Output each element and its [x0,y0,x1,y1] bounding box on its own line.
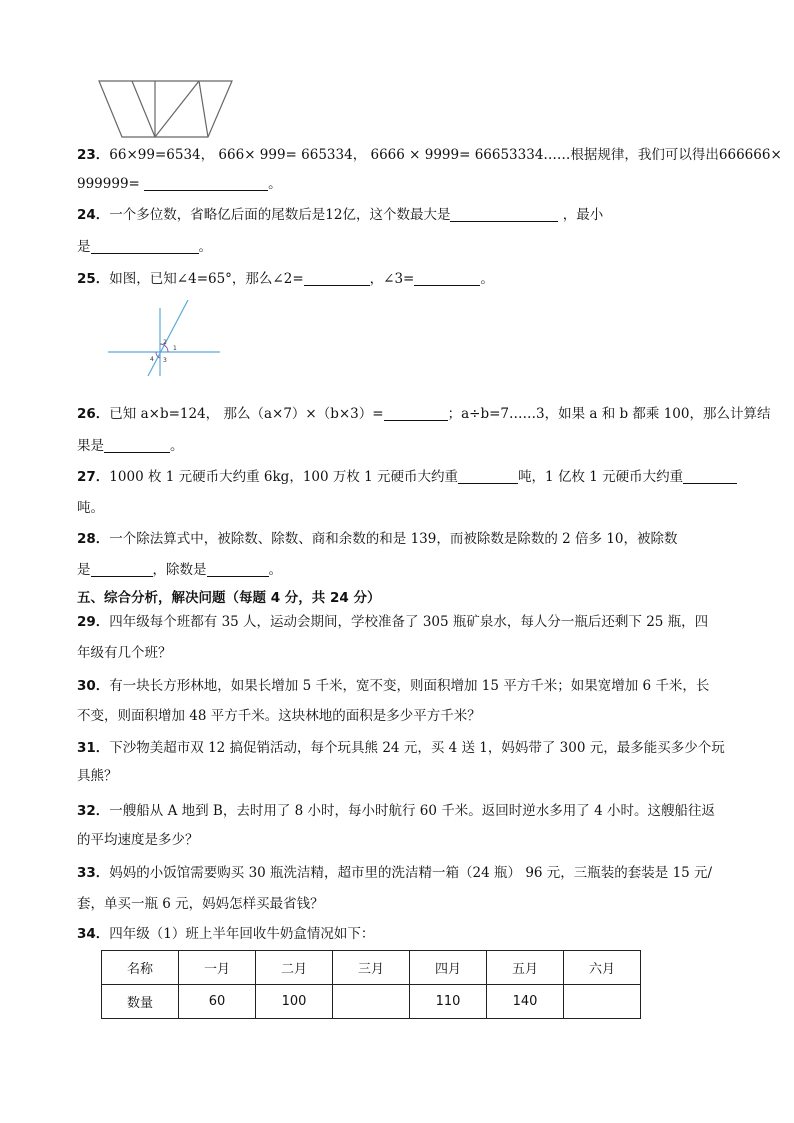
table-header-cell: 一月 [179,951,256,985]
question-28-line-2: 是 ，除数是 。 [77,562,282,578]
question-32-line-1: 32．一艘船从 A 地到 B，去时用了 8 小时，每小时航行 60 千米。返回时逆水多用了 4 小时。这艘船往返 [77,803,715,819]
question-30-line-2: 不变，则面积增加 48 平方千米。这块林地的面积是多少平方千米？ [77,708,481,724]
table-header-cell: 五月 [487,951,564,985]
question-30-line-1: 30．有一块长方形林地，如果长增加 5 千米，宽不变，则面积增加 15 平方千米；如果宽增加 6 千米，长 [77,678,710,694]
question-32-line-2: 的平均速度是多少？ [77,832,199,848]
table-row [102,985,641,1019]
question-26-line-1: 26．已知 a×b=124， 那么（a×7）×（b×3）= ；a÷b=7……3，如果 a 和 b 都乘 100，那么计算结 [77,406,771,422]
answer-blank-angle-2[interactable] [304,271,370,286]
question-23-line-2: 999999= 。 [77,176,282,192]
question-24-line-1: 24．一个多位数，省略亿后面的尾数后是12亿，这个数最大是 ，最小 [77,207,604,223]
answer-blank-angle-3[interactable] [414,271,480,286]
question-31-line-2: 具熊？ [77,768,118,784]
angle-label-1: 1 [173,345,177,352]
question-28-line-1: 28．一个除法算式中，被除数、除数、商和余数的和是 139，而被除数是除数的 2 倍多 10，被除数 [77,531,678,547]
question-29-line-2: 年级有几个班？ [77,645,172,661]
angle-label-3: 3 [163,357,167,364]
milk-box-table [101,950,641,1019]
question-34-line: 34．四年级（1）班上半年回收牛奶盒情况如下： [77,926,375,942]
answer-blank-min[interactable] [91,239,199,254]
angle-label-4: 4 [150,356,154,363]
question-33-line-1: 33．妈妈的小饭馆需要购买 30 瓶洗洁精，超市里的洗洁精一箱（24 瓶） 96 元，三瓶装的套装是 15 元/ [77,865,713,881]
section-5-header: 五、综合分析，解决问题（每题 4 分，共 24 分） [77,590,381,606]
question-29-line-1: 29．四年级每个班都有 35 人，运动会期间，学校准备了 305 瓶矿泉水，每人分一瓶后还剩下 25 瓶，四 [77,614,709,630]
question-27-line-1: 27．1000 枚 1 元硬币大约重 6kg，100 万枚 1 元硬币大约重 吨，1 亿枚 1 元硬币大约重 [77,468,737,486]
answer-blank[interactable] [144,176,268,191]
answer-blank-million-coins[interactable] [458,469,518,484]
table-header-cell: 二月 [256,951,333,985]
table-cell-empty[interactable] [333,985,410,1019]
table-cell: 110 [410,985,487,1019]
question-25-line: 25．如图，已知∠4=65°，那么∠2= ，∠3= 。 [77,271,494,287]
table-header-row [102,951,641,985]
trapezoid-triangles-figure [98,78,234,140]
intersecting-lines-figure [108,300,220,376]
question-31-line-1: 31．下沙物美超市双 12 搞促销活动，每个玩具熊 24 元，买 4 送 1，妈妈带了 300 元，最多能买多少个玩 [77,740,725,756]
table-header-cell: 四月 [410,951,487,985]
question-33-line-2: 套，单买一瓶 6 元，妈妈怎样买最省钱？ [77,896,324,912]
answer-blank-division[interactable] [104,438,170,453]
table-cell: 140 [487,985,564,1019]
question-27-line-2: 吨。 [77,500,104,516]
table-cell: 数量 [102,985,179,1019]
table-header-cell: 三月 [333,951,410,985]
angle-label-2: 2 [163,339,167,346]
answer-blank-max[interactable] [450,207,558,222]
table-header-cell: 六月 [564,951,641,985]
table-cell-empty[interactable] [564,985,641,1019]
table-cell: 100 [256,985,333,1019]
answer-blank-product[interactable] [384,406,448,421]
question-24-line-2: 是 。 [77,239,212,255]
answer-blank-dividend[interactable] [91,562,153,577]
table-header-cell: 名称 [102,951,179,985]
question-26-line-2: 果是 。 [77,438,184,454]
question-23-line-1: 23．66×99=6534， 666× 999= 665334， 6666 × 9999= 66653334……根据规律，我们可以得出666666× [77,147,782,163]
answer-blank-divisor[interactable] [207,562,269,577]
table-cell: 60 [179,985,256,1019]
answer-blank-billion-coins[interactable] [683,469,737,484]
